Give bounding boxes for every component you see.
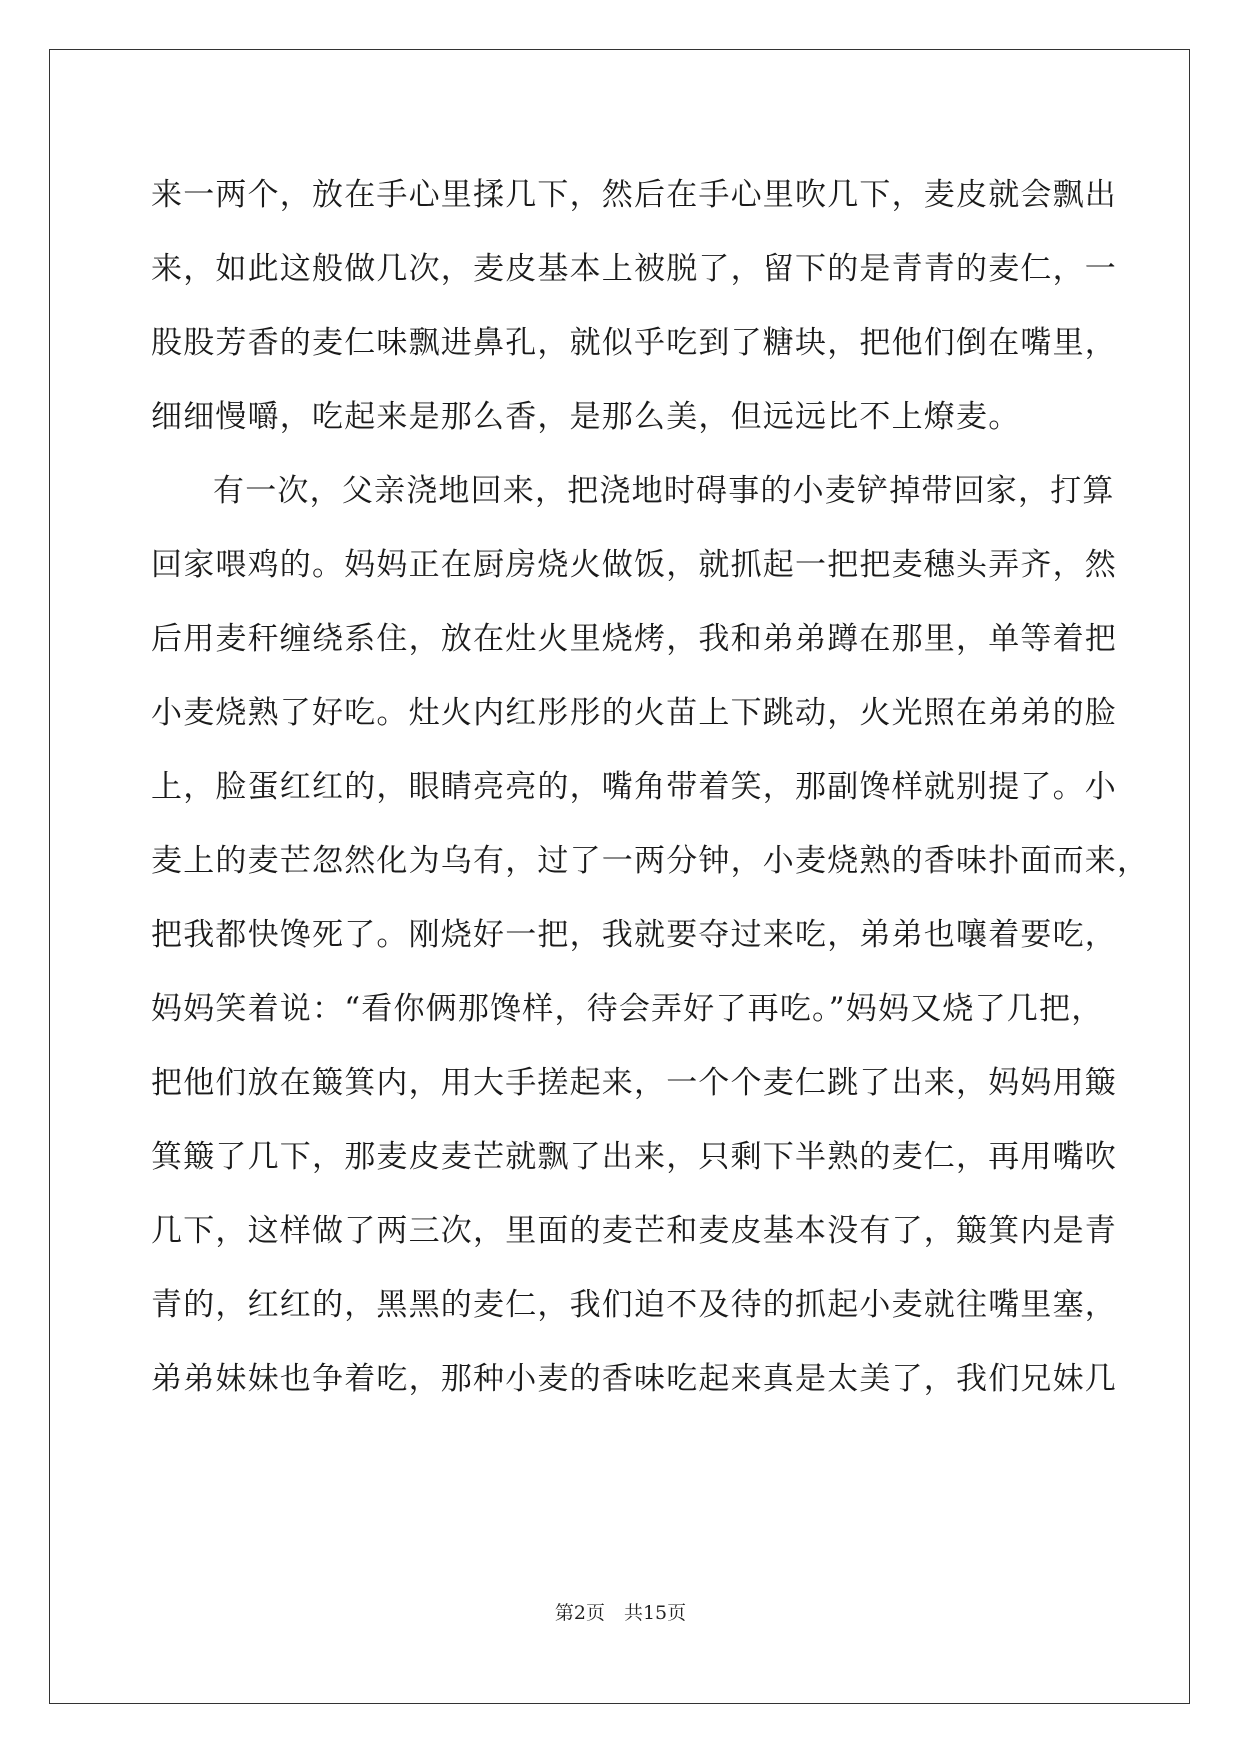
page-number-footer: 第2页 共15页: [554, 1602, 687, 1624]
paragraph-line: 回家喂鸡的。妈妈正在厨房烧火做饭，就抓起一把把麦穗头弄齐，然: [151, 547, 1117, 583]
paragraph-line: 青的，红红的，黑黑的麦仁，我们迫不及待的抓起小麦就往嘴里塞，: [151, 1287, 1117, 1323]
paragraph-line: 弟弟妹妹也争着吃，那种小麦的香味吃起来真是太美了，我们兄妹几: [151, 1361, 1117, 1397]
paragraph-line: 后用麦秆缠绕系住，放在灶火里烧烤，我和弟弟蹲在那里，单等着把: [151, 621, 1117, 657]
body-text: [151, 158, 1150, 1416]
paragraph-line: 妈妈笑着说：“看你俩那馋样，待会弄好了再吃。”妈妈又烧了几把，: [151, 991, 1104, 1027]
paragraph-line: 把我都快馋死了。刚烧好一把，我就要夺过来吃，弟弟也嚷着要吃，: [151, 917, 1117, 953]
paragraph-line: 上，脸蛋红红的，眼睛亮亮的，嘴角带着笑，那副馋样就别提了。小: [151, 769, 1117, 805]
paragraph-line: 细细慢嚼，吃起来是那么香，是那么美，但远远比不上燎麦。: [151, 399, 1021, 435]
paragraph-line: 把他们放在簸箕内，用大手搓起来，一个个麦仁跳了出来，妈妈用簸: [151, 1065, 1117, 1101]
paragraph-line: 有一次，父亲浇地回来，把浇地时碍事的小麦铲掉带回家，打算: [213, 473, 1115, 509]
paragraph-line: 小麦烧熟了好吃。灶火内红彤彤的火苗上下跳动，火光照在弟弟的脸: [151, 695, 1117, 731]
paragraph-line: 几下，这样做了两三次，里面的麦芒和麦皮基本没有了，簸箕内是青: [151, 1213, 1117, 1249]
paragraph-line: 股股芳香的麦仁味飘进鼻孔，就似乎吃到了糖块，把他们倒在嘴里，: [151, 325, 1117, 361]
paragraph-line: 箕簸了几下，那麦皮麦芒就飘了出来，只剩下半熟的麦仁，再用嘴吹: [151, 1139, 1117, 1175]
paragraph-line: 麦上的麦芒忽然化为乌有，过了一两分钟，小麦烧熟的香味扑面而来，: [151, 843, 1150, 879]
paragraph-line: 来，如此这般做几次，麦皮基本上被脱了，留下的是青青的麦仁，一: [151, 251, 1117, 287]
paragraph-line: 来一两个，放在手心里揉几下，然后在手心里吹几下，麦皮就会飘出: [151, 177, 1117, 213]
